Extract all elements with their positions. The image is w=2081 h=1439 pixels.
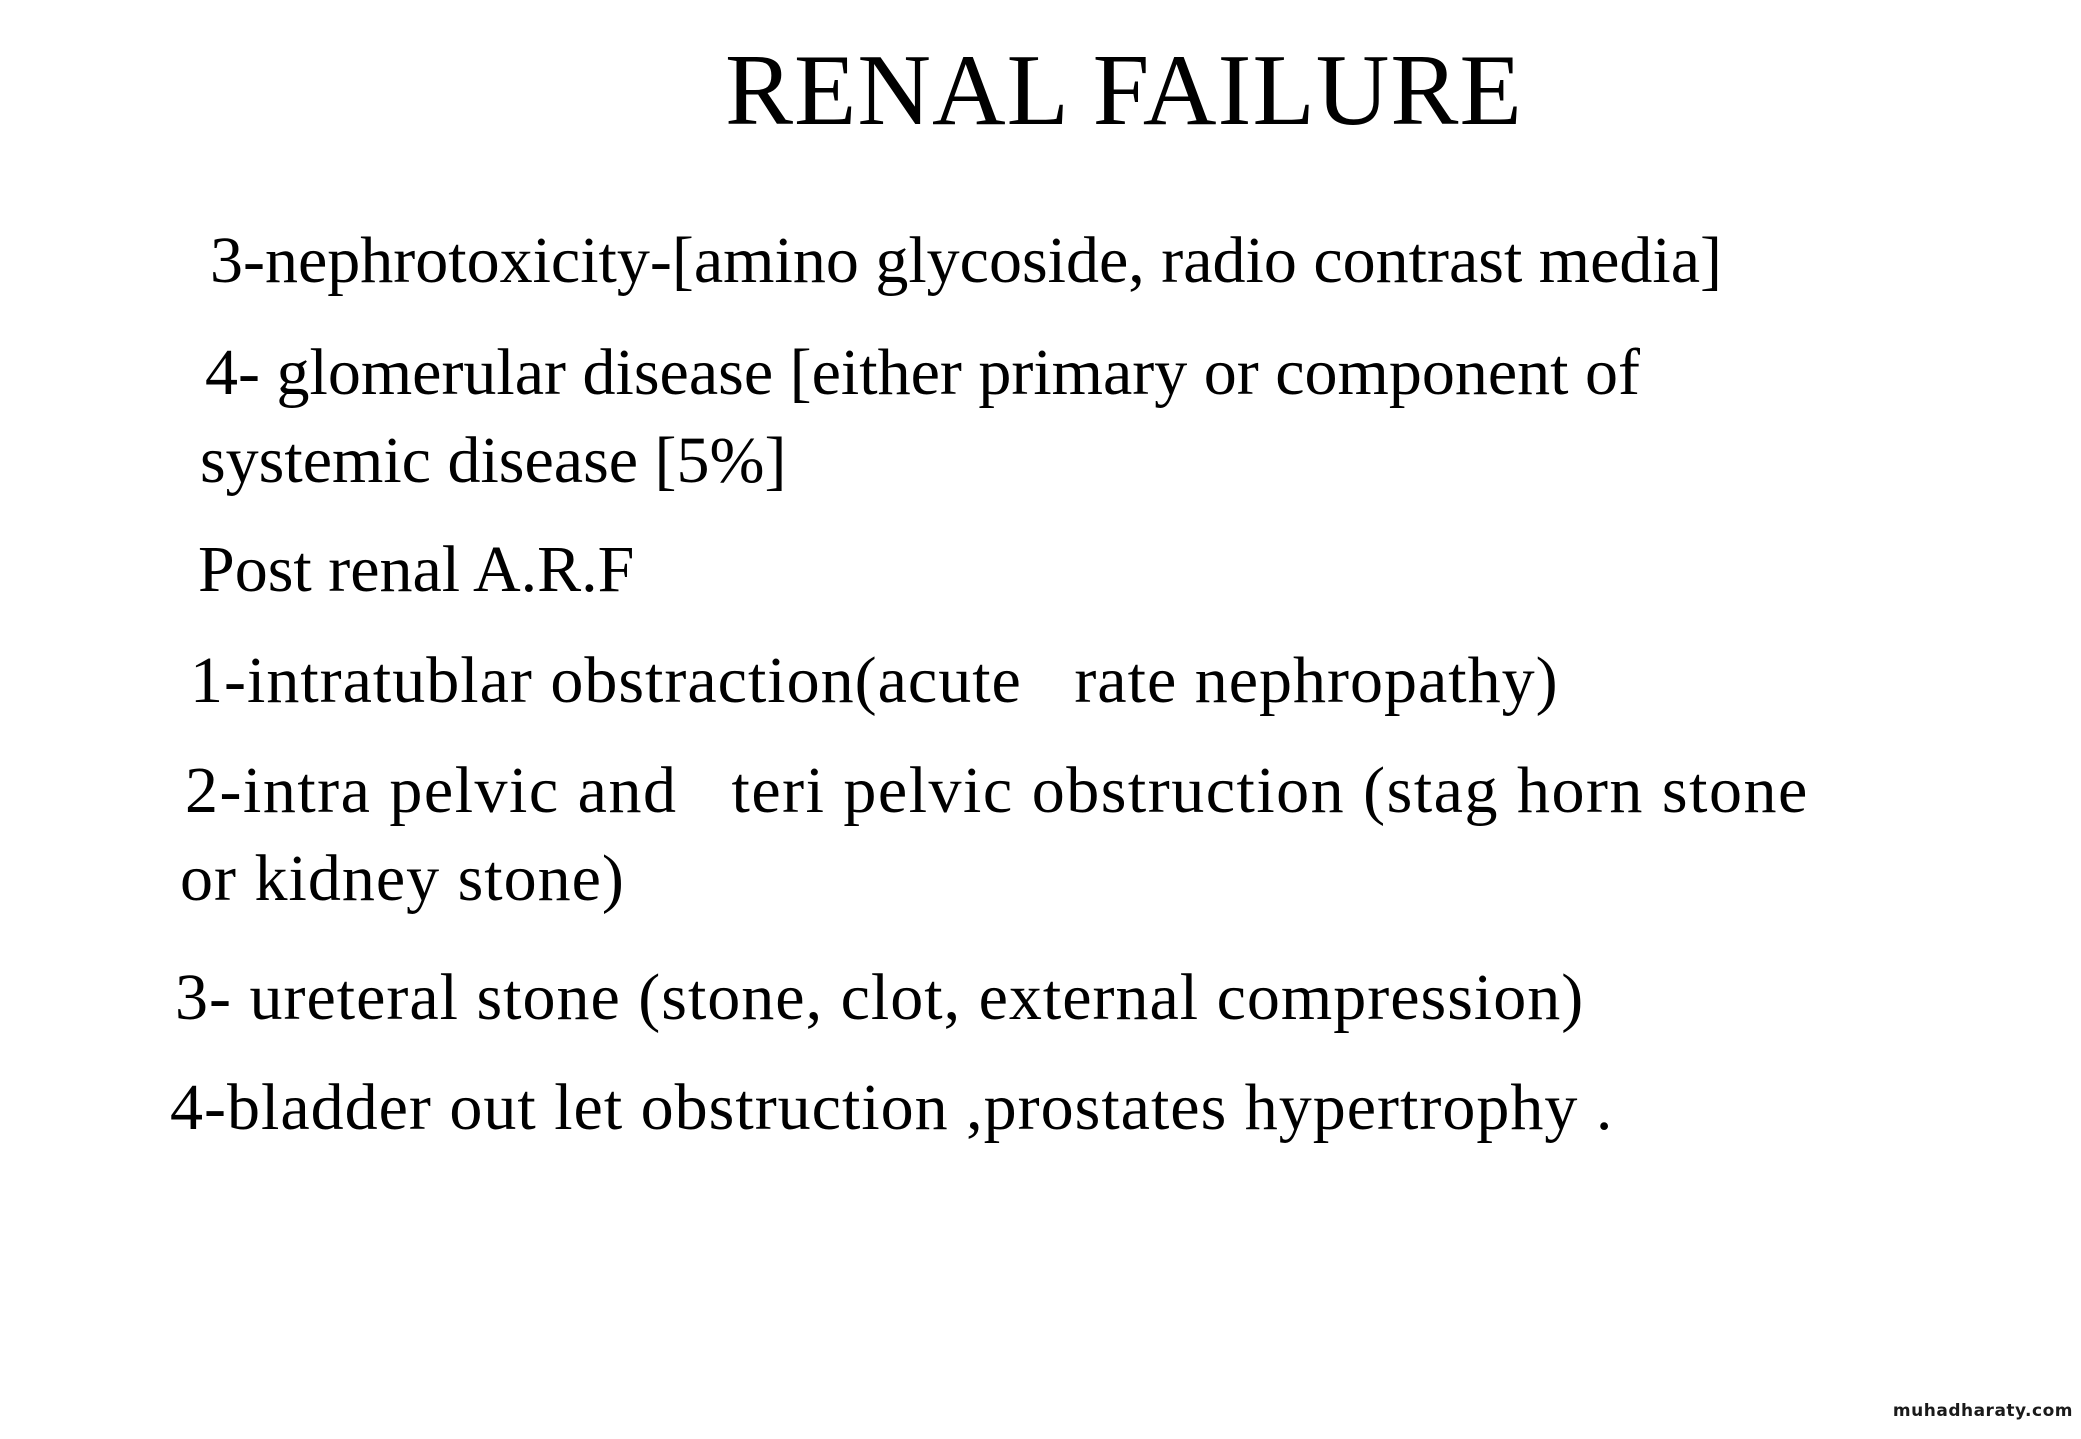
text-line-glomerular-disease: 4- glomerular disease [either primary or component of [205, 336, 1640, 409]
section-heading-post-renal: Post renal A.R.F [198, 533, 635, 606]
text-line-systemic-disease: systemic disease [5%] [200, 424, 787, 497]
text-line-nephrotoxicity: 3-nephrotoxicity-[amino glycoside, radio contrast media] [210, 224, 1723, 297]
text-line-kidney-stone: or kidney stone) [180, 842, 625, 915]
text-line-intratubular: 1-intratublar obstraction(acute rate nephropathy) [190, 644, 1559, 717]
text-line-bladder-outlet: 4-bladder out let obstruction ,prostates hypertrophy . [170, 1071, 1614, 1144]
text-line-ureteral-stone: 3- ureteral stone (stone, clot, external compression) [175, 961, 1585, 1034]
watermark: muhadharaty.com [1892, 1401, 2073, 1421]
text-line-intra-pelvic: 2-intra pelvic and teri pelvic obstruction (stag horn stone [185, 754, 1809, 827]
slide-title: RENAL FAILURE [725, 34, 1523, 147]
